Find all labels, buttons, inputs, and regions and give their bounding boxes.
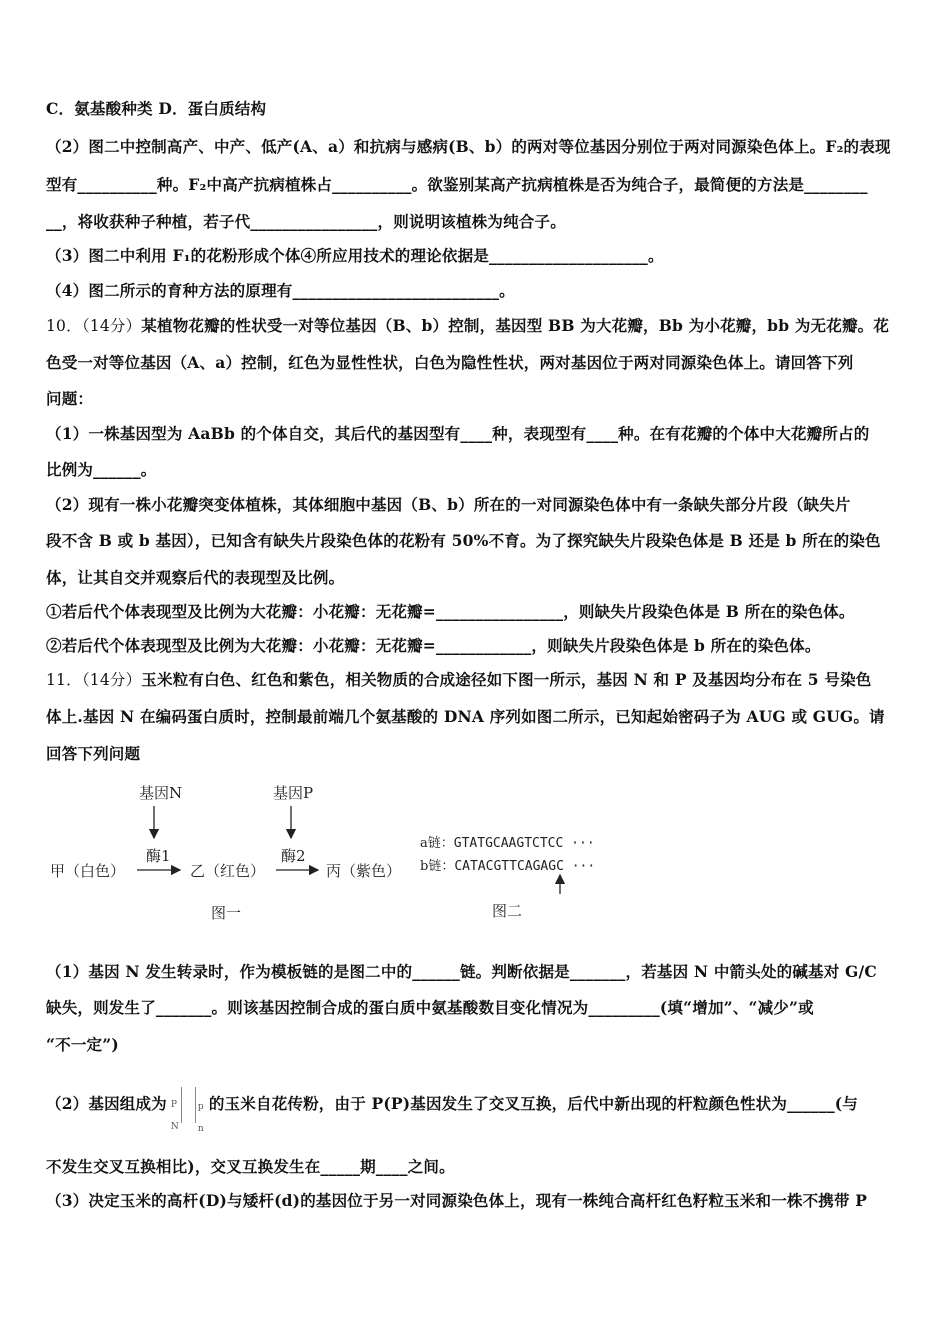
gene-p-label: 基因P <box>273 784 314 802</box>
q10-case1: ①若后代个体表现型及比例为大花瓣：小花瓣：无花瓣=________________，则缺失片段染色体是 B 所在的染色体。 <box>46 602 855 621</box>
q11-stem-text: 玉米粒有白色、红色和紫色，相关物质的合成途径如下图一所示，基因 N 和 P 及基因均分布在 5 号染色 <box>141 670 872 689</box>
q11-stem-line3: 回答下列问题 <box>46 744 141 763</box>
gene-n-label: 基因N <box>139 784 183 802</box>
q11-part2-line2: 不发生交叉互换相比)，交叉互换发生在_____期____之间。 <box>46 1157 455 1176</box>
q11-part1-line2: 缺失，则发生了_______。则该基因控制合成的蛋白质中氨基酸数目变化情况为_________(填“增加”、“减少”或 <box>46 998 814 1017</box>
q11-part1-line3: “不一定”) <box>46 1035 119 1054</box>
q11-part1-line1: （1）基因 N 发生转录时，作为模板链的是图二中的______链。判断依据是_______，若基因 N 中箭头处的碱基对 G/C <box>46 962 877 981</box>
q10-part2-line3: 体，让其自交并观察后代的表现型及比例。 <box>46 568 345 587</box>
options-line: C．氨基酸种类 D．蛋白质结构 <box>46 99 267 118</box>
q10-stem-text: 某植物花瓣的性状受一对等位基因（B、b）控制，基因型 BB 为大花瓣，Bb 为小花瓣，bb 为无花瓣。花 <box>141 316 890 335</box>
q10-part2-line2: 段不含 B 或 b 基因），已知含有缺失片段染色体的花粉有 50%不育。为了探究缺失片段染色体是 B 还是 b 所在的染色 <box>46 531 881 550</box>
q10-part2-line1: （2）现有一株小花瓣突变体植株，其体细胞中基因（B、b）所在的一对同源染色体中有一条缺失部分片段（缺失片 <box>46 495 851 514</box>
q9-part2-line3: __，将收获种子种植，若子代________________，则说明该植株为纯合子。 <box>46 212 566 231</box>
strand-a <box>420 832 595 851</box>
q11-number: 11．（14分） <box>46 671 142 689</box>
allele-top-right: p <box>197 1102 204 1112</box>
q11-part2-line1 <box>46 1084 908 1134</box>
bing-purple: 丙（紫色） <box>326 862 402 880</box>
chromosome-right <box>195 1087 196 1123</box>
jia-white: 甲（白色） <box>50 862 126 880</box>
strand-b-sequence: CATACGTTCAGAGC ··· <box>454 859 596 874</box>
q10-part1-line1: （1）一株基因型为 AaBb 的个体自交，其后代的基因型有____种，表现型有____种。在有花瓣的个体中大花瓣所占的 <box>46 424 870 443</box>
q10-number: 10．（14分） <box>46 317 142 335</box>
enzyme2-label: 酶2 <box>281 847 306 865</box>
yi-red: 乙（红色） <box>190 862 266 880</box>
q11-stem-line2: 体上.基因 N 在编码蛋白质时，控制最前端几个氨基酸的 DNA 序列如图二所示，已知起始密码子为 AUG 或 GUG。请 <box>46 707 885 726</box>
strand-a-label: a链： <box>420 836 454 851</box>
figure-one-caption: 图一 <box>211 904 242 922</box>
q9-part4: （4）图二所示的育种方法的原理有__________________________。 <box>46 281 515 300</box>
q9-part3: （3）图二中利用 F₁的花粉形成个体④所应用技术的理论依据是____________________。 <box>46 246 664 265</box>
strand-a-sequence: GTATGCAAGTCTCC ··· <box>453 836 595 851</box>
strand-b <box>420 855 595 874</box>
genotype-chromosome-figure <box>169 1085 207 1134</box>
q10-case2: ②若后代个体表现型及比例为大花瓣：小花瓣：无花瓣=____________，则缺失片段染色体是 b 所在的染色体。 <box>46 636 821 655</box>
q10-stem-line3: 问题： <box>46 389 94 408</box>
q9-part2-line2: 型有__________种。F₂中高产抗病植株占__________。欲鉴别某高产抗病植株是否为纯合子，最简便的方法是________ <box>46 175 868 194</box>
q11-part2-suffix: 的玉米自花传粉，由于 P(P)基因发生了交叉互换，后代中新出现的杆粒颜色性状为______(与 <box>208 1094 859 1113</box>
strand-b-label: b链： <box>420 859 455 874</box>
q10-part1-line2: 比例为______。 <box>46 460 157 479</box>
chromosome-left <box>181 1087 182 1123</box>
enzyme1-label: 酶1 <box>146 847 171 865</box>
allele-top-left: P <box>170 1100 178 1110</box>
q11-part3-line1: （3）决定玉米的高杆(D)与矮杆(d)的基因位于另一对同源染色体上，现有一株纯合高杆红色籽粒玉米和一株不携带 P <box>46 1191 868 1210</box>
allele-bottom-right: n <box>197 1124 204 1134</box>
figure-two-caption: 图二 <box>492 902 523 920</box>
allele-bottom-left: N <box>170 1122 179 1132</box>
q10-stem-line2: 色受一对等位基因（A、a）控制，红色为显性性状，白色为隐性性状，两对基因位于两对同源染色体上。请回答下列 <box>46 353 854 372</box>
q11-part2-prefix: （2）基因组成为 <box>46 1094 167 1113</box>
q9-part2-line1: （2）图二中控制高产、中产、低产(A、a）和抗病与感病(B、b）的两对等位基因分别位于两对同源染色体上。F₂的表现 <box>46 137 891 156</box>
